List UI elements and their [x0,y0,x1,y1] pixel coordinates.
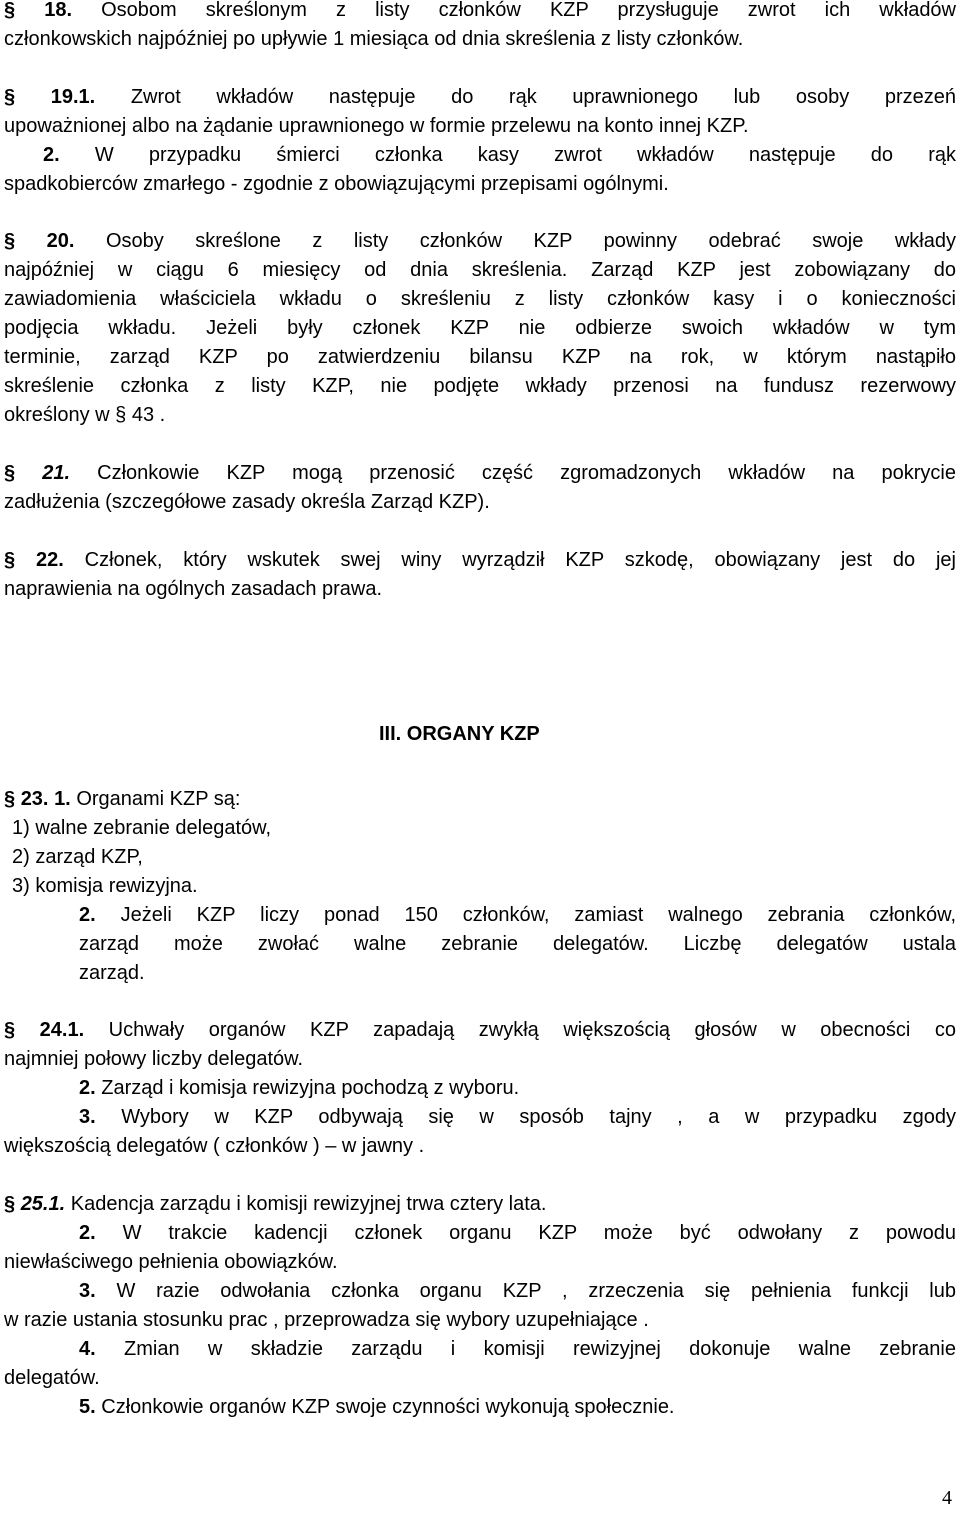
paragraph-text: Zarząd i komisja rewizyjna pochodzą z wyboru. [101,1077,520,1099]
paragraph-text: Osoby skreślone z listy członków KZP powinny odebrać swoje wkłady [105,230,956,252]
paragraph-20-line-6: skreślenie członka z listy KZP, nie podjęte wkłady przenosi na fundusz rezerwowy [4,375,956,397]
paragraph-25-2-line-1 [79,1219,956,1248]
paragraph-19-2-line-1 [43,141,956,170]
paragraph-number: 22. [35,549,64,571]
paragraph-23-2-line-3: zarząd. [79,962,145,984]
subparagraph-number: 5. [79,1396,96,1418]
paragraph-25-3-line-2: w razie ustania stosunku prac , przeprowadza się wybory uzupełniające . [4,1309,649,1331]
paragraph-number: 19.1. [50,86,96,108]
paragraph-text: Organami KZP są: [76,788,241,810]
subparagraph-number: 3. [79,1280,96,1302]
paragraph-text: Wybory w KZP odbywają się w sposób tajny , a w przypadku zgody [121,1106,956,1128]
subparagraph-number: 2. [43,144,60,166]
subparagraph-number: 2. [79,1222,96,1244]
paragraph-20-line-5: terminie, zarząd KZP po zatwierdzeniu bilansu KZP na rok, w którym nastąpiło [4,346,956,368]
paragraph-19-line-1 [4,83,956,112]
paragraph-text: W razie odwołania członka organu KZP , zrzeczenia się pełnienia funkcji lub [116,1280,956,1302]
paragraph-number: 20. [46,230,75,252]
section-sign: § [4,462,16,484]
paragraph-text: W przypadku śmierci członka kasy zwrot wkładów następuje do rąk [94,144,956,166]
subparagraph-number: 3. [79,1106,96,1128]
paragraph-23-line-1 [4,785,956,814]
section-heading: III. ORGANY KZP [379,723,540,745]
paragraph-23-2-line-1 [79,901,956,930]
paragraph-18-line-1 [4,0,956,25]
paragraph-22-line-1 [4,546,956,575]
paragraph-20-line-1 [4,227,956,256]
section-sign: § [4,788,16,810]
paragraph-text: Członek, który wskutek swej winy wyrządził KZP szkodę, obowiązany jest do jej [84,549,956,571]
paragraph-21-line-1 [4,459,956,488]
subparagraph-number: 2. [79,904,96,926]
paragraph-19-line-2: upoważnionej albo na żądanie uprawnionego w formie przelewu na konto innej KZP. [4,115,749,137]
paragraph-text: Członkowie organów KZP swoje czynności wykonują społecznie. [101,1396,675,1418]
paragraph-23-2-line-2: zarząd może zwołać walne zebranie delegatów. Liczbę delegatów ustala [79,933,956,955]
paragraph-19-2-line-2: spadkobierców zmarłego - zgodnie z obowiązującymi przepisami ogólnymi. [4,173,669,195]
subparagraph-number: 1. [54,788,71,810]
list-item: 2) zarząd KZP, [12,846,143,868]
section-sign: § [115,404,127,426]
section-sign: § [4,230,16,252]
paragraph-text: Zwrot wkładów następuje do rąk uprawnionego lub osoby przezeń [130,86,956,108]
section-sign: § [4,86,16,108]
section-sign: § [4,1193,16,1215]
paragraph-20-line-2: najpóźniej w ciągu 6 miesięcy od dnia skreślenia. Zarząd KZP jest zobowiązany do [4,259,956,281]
paragraph-25-4-line-2: delegatów. [4,1367,100,1389]
paragraph-number: 25.1. [20,1193,66,1215]
paragraph-text: określony w [4,404,110,426]
subparagraph-number: 4. [79,1338,96,1360]
paragraph-text: Osobom skreślonym z listy członków KZP przysługuje zwrot ich wkładów [101,0,957,21]
section-sign: § [4,1019,16,1041]
paragraph-24-3-line-2: większością delegatów ( członków ) – w jawny . [4,1135,425,1157]
paragraph-25-5 [79,1393,956,1422]
paragraph-22-line-2: naprawienia na ogólnych zasadach prawa. [4,578,383,600]
paragraph-text: Uchwały organów KZP zapadają zwykłą większością głosów w obecności co [108,1019,956,1041]
list-item: 3) komisja rewizyjna. [12,875,198,897]
paragraph-24-line-1 [4,1016,956,1045]
paragraph-number: 18. [44,0,73,21]
paragraph-text: W trakcie kadencji członek organu KZP może być odwołany z powodu [122,1222,956,1244]
paragraph-number: 24.1. [39,1019,85,1041]
paragraph-24-2 [79,1074,956,1103]
paragraph-24-line-2: najmniej połowy liczby delegatów. [4,1048,304,1070]
paragraph-text: Jeżeli KZP liczy ponad 150 członków, zamiast walnego zebrania członków, [120,904,957,926]
paragraph-20-line-3: zawiadomienia właściciela wkładu o skreśleniu z listy członków kasy i o konieczności [4,288,956,310]
paragraph-18-line-2: członkowskich najpóźniej po upływie 1 miesiąca od dnia skreślenia z listy członków. [4,28,744,50]
subparagraph-number: 2. [79,1077,96,1099]
section-sign: § [4,549,16,571]
paragraph-number: 23. [20,788,49,810]
paragraph-text: Kadencja zarządu i komisji rewizyjnej trwa cztery lata. [70,1193,547,1215]
paragraph-25-3-line-1 [79,1277,956,1306]
paragraph-text: Członkowie KZP mogą przenosić część zgromadzonych wkładów na pokrycie [97,462,956,484]
paragraph-24-3-line-1 [79,1103,956,1132]
paragraph-25-4-line-1 [79,1335,956,1364]
paragraph-25-2-line-2: niewłaściwego pełnienia obowiązków. [4,1251,338,1273]
list-item: 1) walne zebranie delegatów, [12,817,272,839]
page-number: 4 [942,1487,952,1509]
paragraph-number: 21. [42,462,71,484]
section-sign: § [4,0,16,21]
paragraph-20-line-4: podjęcia wkładu. Jeżeli były członek KZP nie odbierze swoich wkładów w tym [4,317,956,339]
paragraph-text: 43 . [131,404,166,426]
paragraph-21-line-2: zadłużenia (szczegółowe zasady określa Zarząd KZP). [4,491,490,513]
paragraph-25-line-1 [4,1190,956,1219]
paragraph-20-line-7 [4,401,956,430]
paragraph-text: Zmian w składzie zarządu i komisji rewizyjnej dokonuje walne zebranie [124,1338,956,1360]
